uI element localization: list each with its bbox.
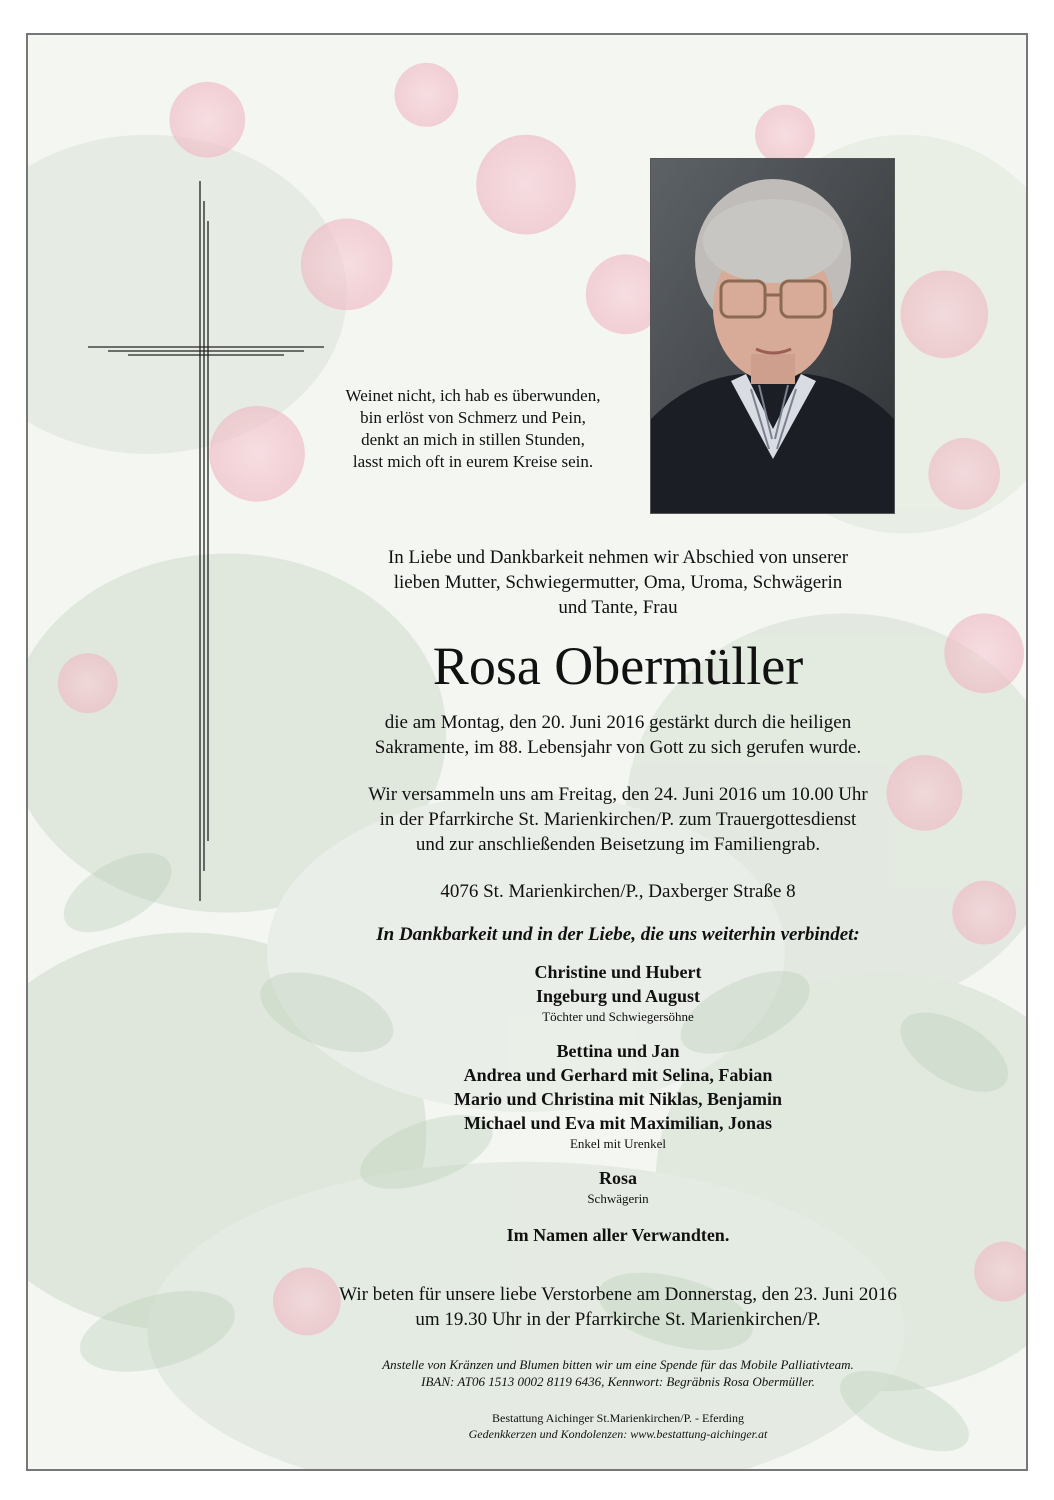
all-relatives: Im Namen aller Verwandten. (506, 1225, 730, 1245)
mourner-relation: Schwägerin (587, 1191, 649, 1206)
portrait-photo (650, 158, 895, 514)
mourner-relation: Enkel mit Urenkel (569, 1136, 667, 1151)
mourner-name: Christine und Hubert (534, 962, 702, 982)
funeral-home (258, 1410, 978, 1442)
mourners-group (258, 960, 978, 1025)
mourners-group (258, 1039, 978, 1152)
main-text (258, 545, 978, 1442)
mourner-name: Mario und Christina mit Niklas, Benjamin (453, 1089, 783, 1109)
funeral-home-web: Gedenkkerzen und Kondolenzen: www.bestattung-aichinger.at (468, 1427, 768, 1441)
service-details: Wir versammeln uns am Freitag, den 24. Juni 2016 um 10.00 Uhr in der Pfarrkirche St. Marienkirchen/P. zum Trauergottesdienst und zur anschließenden Beisetzung im Familiengrab. (368, 784, 868, 855)
obituary-card (26, 33, 1028, 1471)
intro-text: In Liebe und Dankbarkeit nehmen wir Abschied von unserer lieben Mutter, Schwiegermutter, Oma, Uroma, Schwägerin und Tante, Frau (387, 547, 849, 618)
mourner-name: Rosa (598, 1168, 637, 1188)
mourner-relation: Töchter und Schwiegersöhne (542, 1009, 694, 1024)
prayer-text: Wir beten für unsere liebe Verstorbene am Donnerstag, den 23. Juni 2016 um 19.30 Uhr in der Pfarrkirche St. Marienkirchen/P. (339, 1284, 897, 1330)
address: 4076 St. Marienkirchen/P., Daxberger Straße 8 (440, 881, 796, 902)
mourner-name: Andrea und Gerhard mit Selina, Fabian (463, 1065, 773, 1085)
funeral-home-name: Bestattung Aichinger St.Marienkirchen/P. - Eferding (492, 1411, 744, 1425)
poem: Weinet nicht, ich hab es überwunden, bin erlöst von Schmerz und Pein, denkt an mich in stillen Stunden, lasst mich oft in eurem Kreise sein. (345, 386, 601, 471)
mourner-name: Michael und Eva mit Maximilian, Jonas (463, 1113, 773, 1133)
deceased-name: Rosa Obermüller (432, 636, 804, 696)
mourner-name: Bettina und Jan (556, 1041, 680, 1061)
death-announcement: die am Montag, den 20. Juni 2016 gestärkt durch die heiligen Sakramente, im 88. Lebensjahr von Gott zu sich gerufen wurde. (374, 712, 862, 758)
mourner-name: Ingeburg und August (535, 986, 701, 1006)
mourners-group (258, 1166, 978, 1207)
thanks-line: In Dankbarkeit und in der Liebe, die uns weiterhin verbindet: (376, 924, 860, 945)
donation-request: Anstelle von Kränzen und Blumen bitten wir um eine Spende für das Mobile Palliativteam. IBAN: AT06 1513 0002 8119 6436, Kennwort: Begräbnis Rosa Obermüller. (382, 1357, 854, 1389)
